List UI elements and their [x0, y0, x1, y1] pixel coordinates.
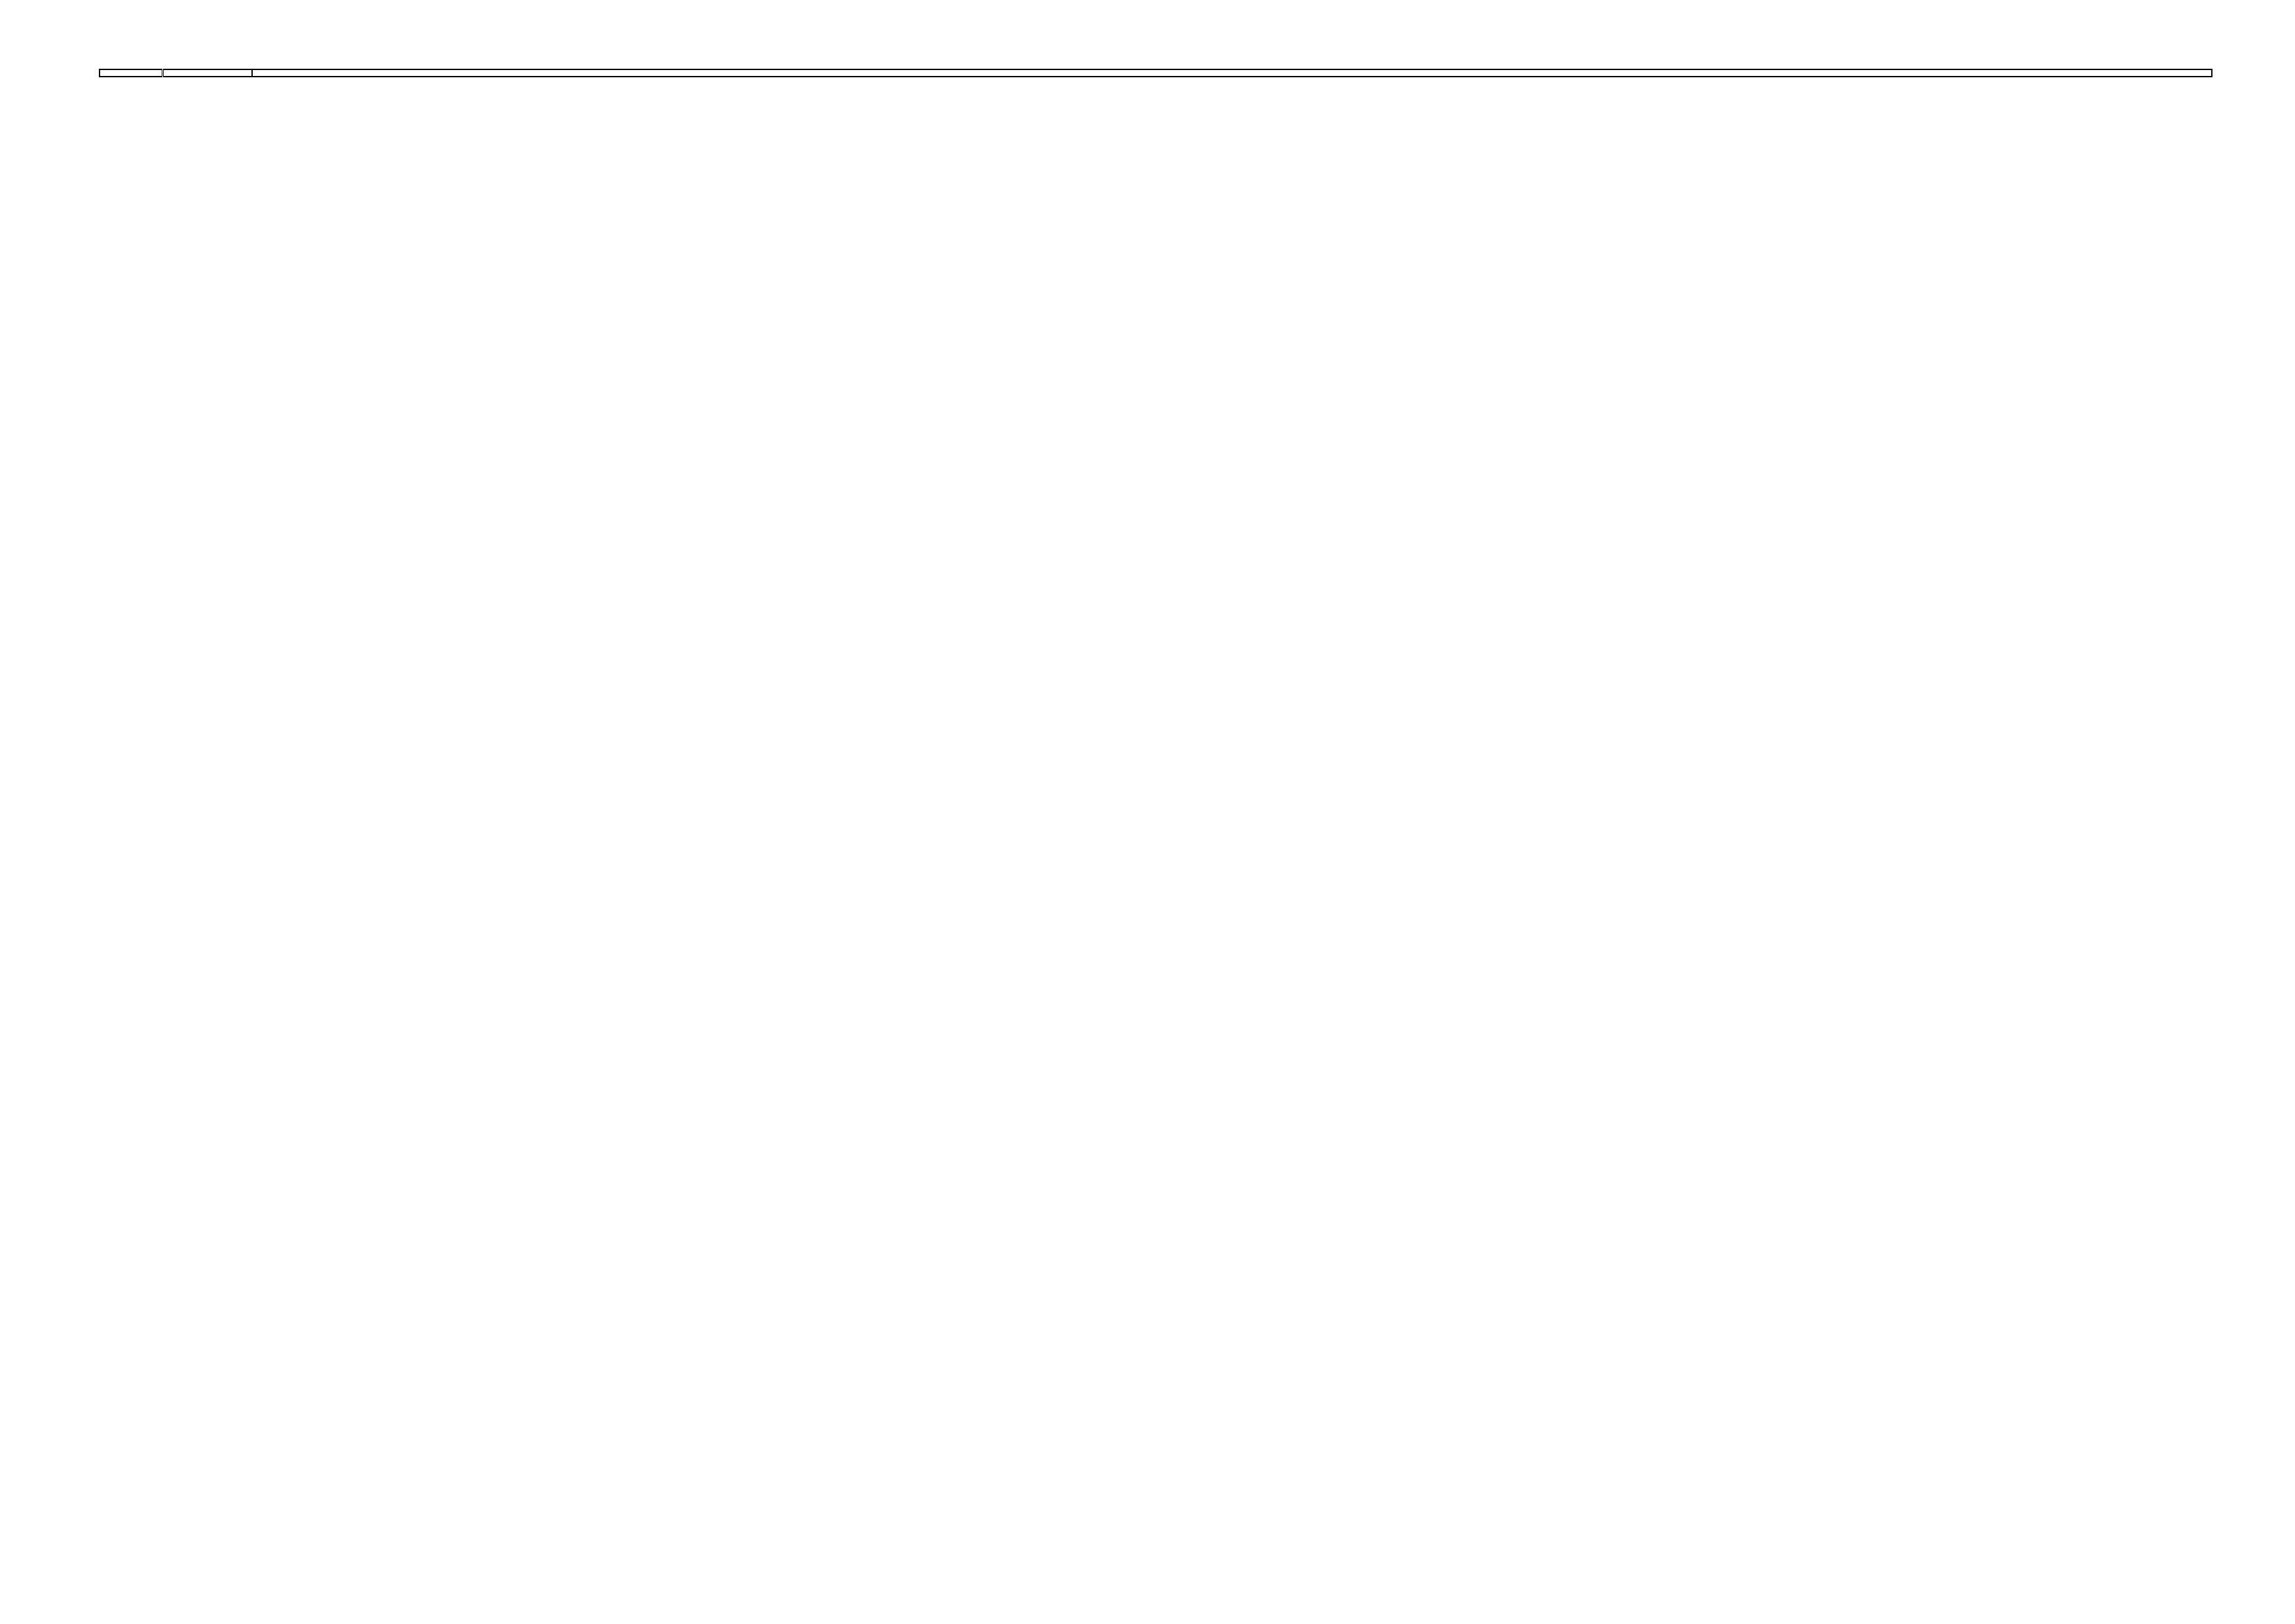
- top-notice-cell: [252, 69, 2212, 77]
- top-notice-row: [100, 69, 2212, 77]
- notice-table: [99, 69, 2212, 77]
- empty-cell-left: [100, 69, 162, 77]
- empty-cell-mid: [162, 69, 252, 77]
